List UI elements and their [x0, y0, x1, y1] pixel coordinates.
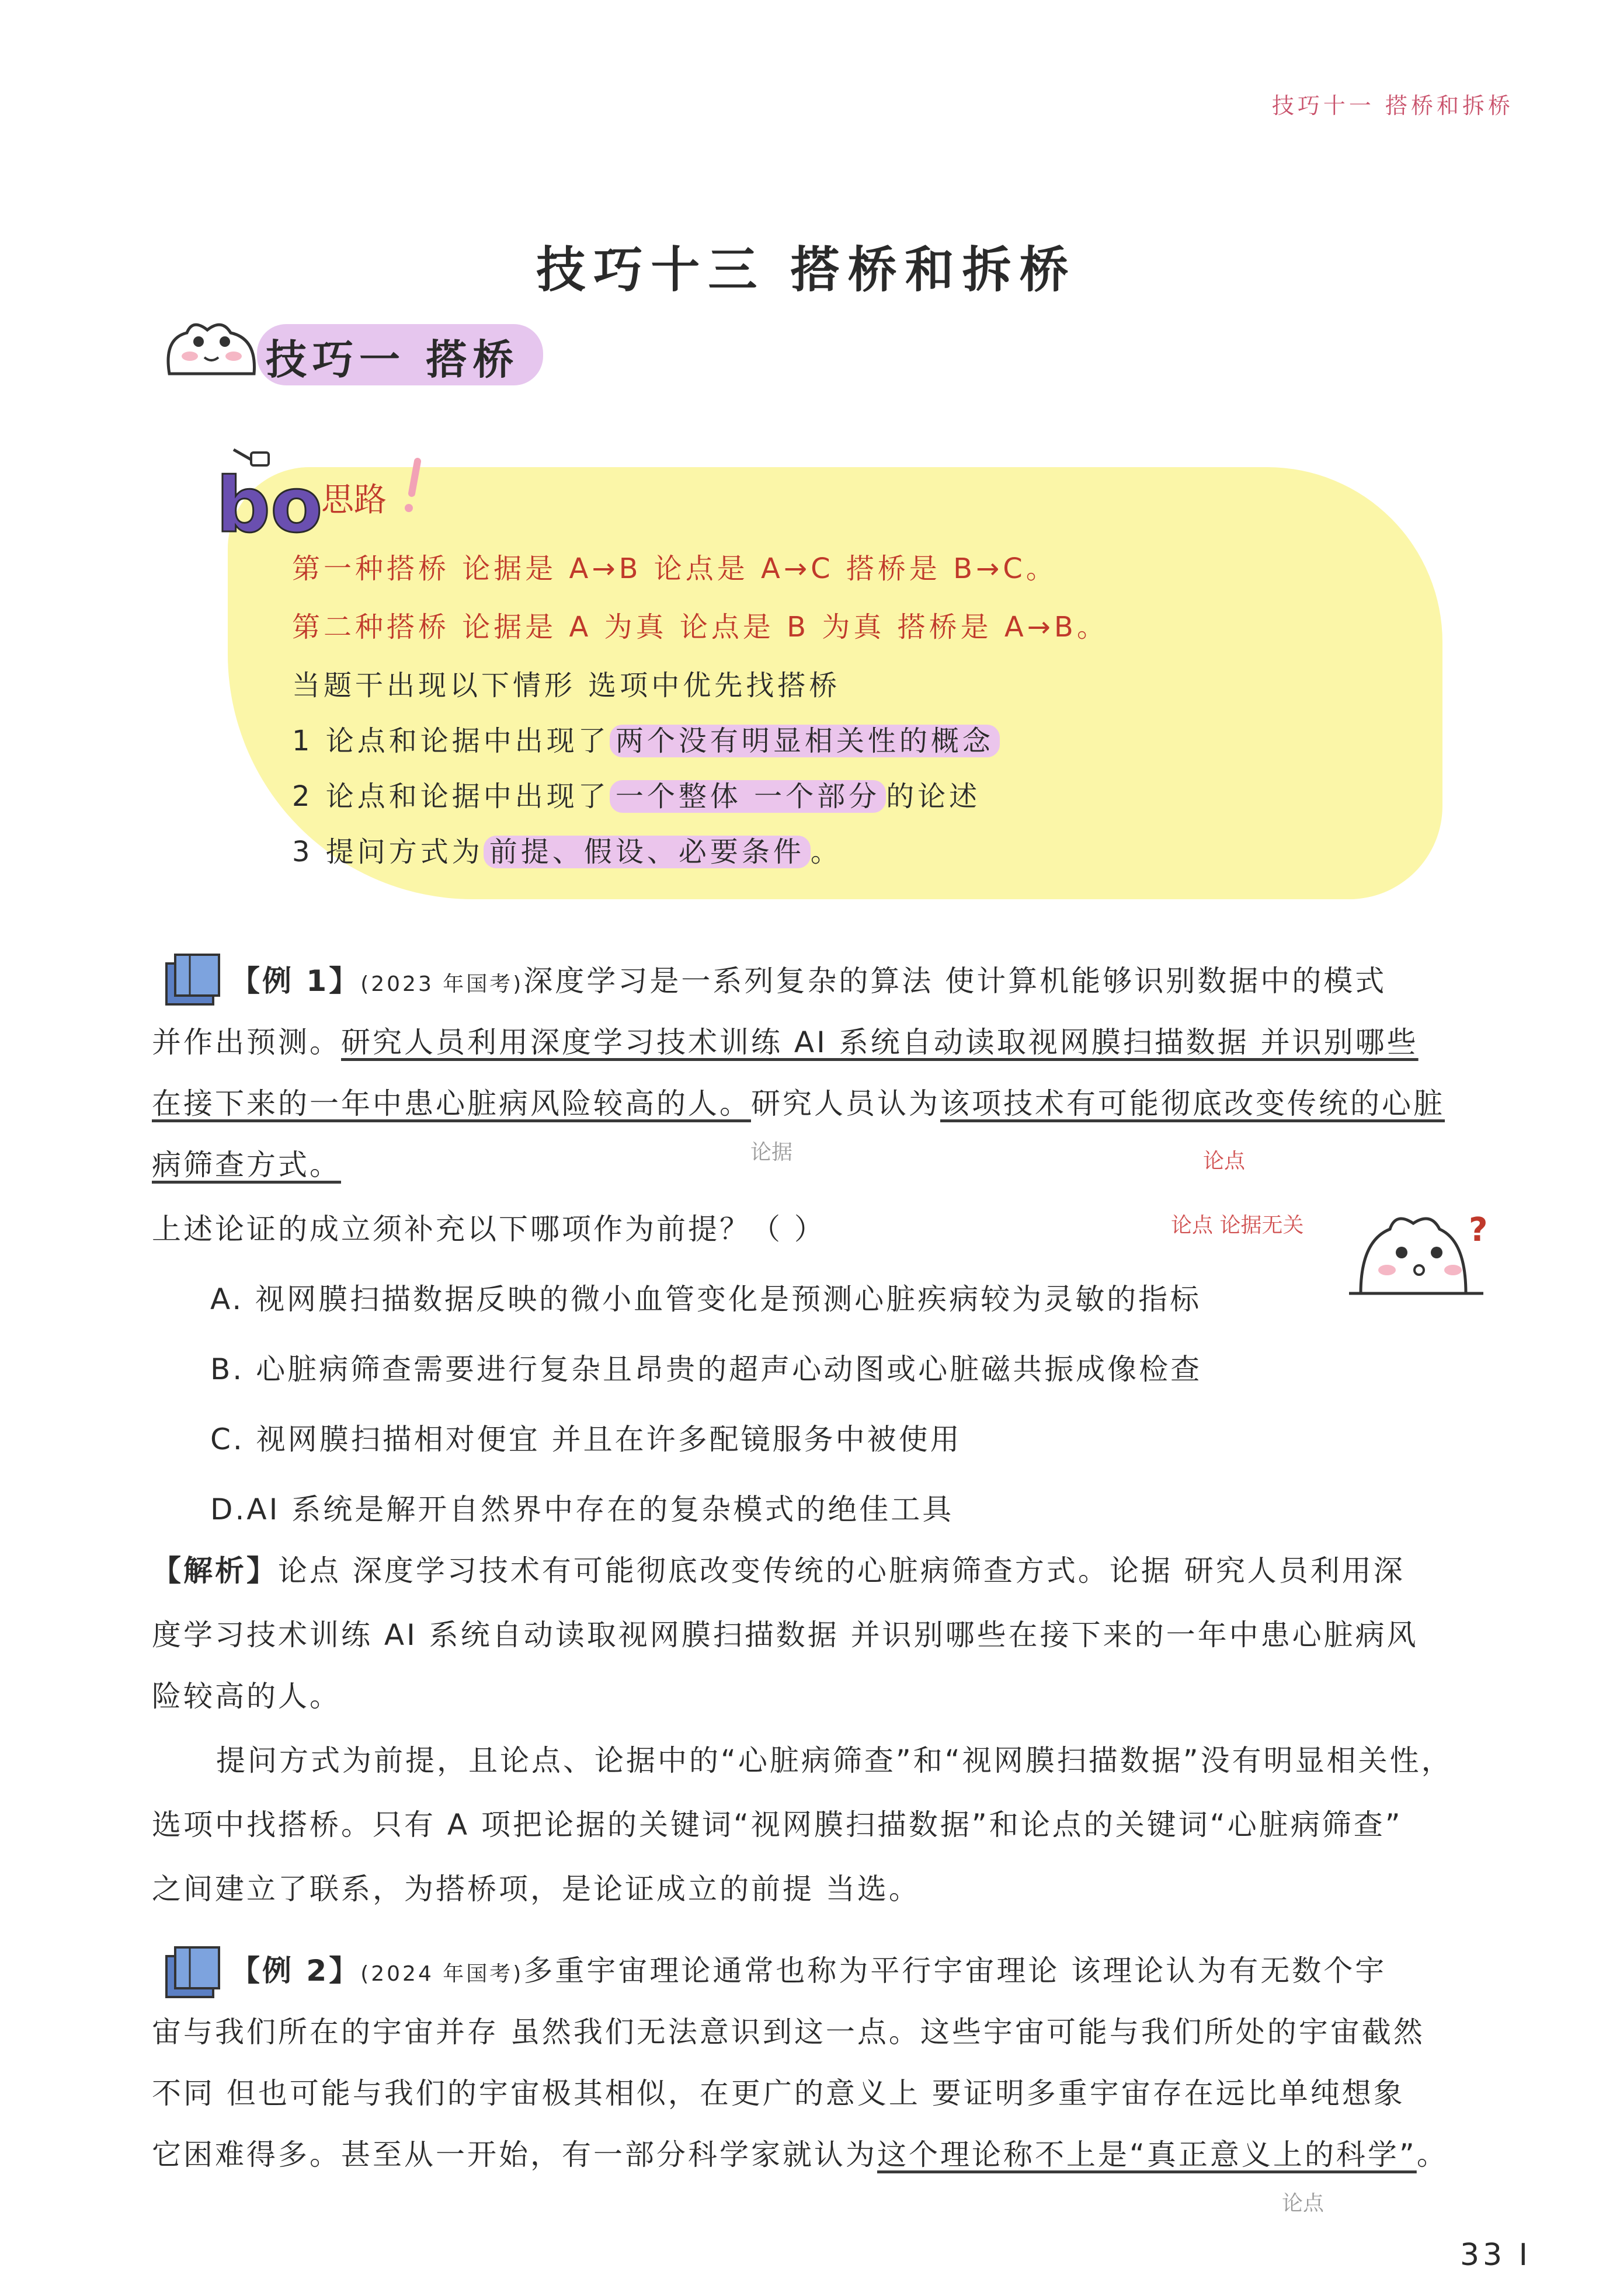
frog-icon [158, 315, 269, 385]
svg-text:bo: bo [216, 461, 323, 549]
question-line: 上述论证的成立须补充以下哪项作为前提？（ ） [152, 1212, 826, 1246]
section-heading: 技巧一 搭桥 [266, 336, 520, 384]
option-b: B. 心脏病筛查需要进行复杂且昂贵的超声心动图或心脏磁共振成像检查 [210, 1352, 1202, 1386]
example1-line-2: 并作出预测。研究人员利用深度学习技术训练 AI 系统自动读取视网膜扫描数据 并识别哪些 [152, 1025, 1419, 1059]
analysis-line-2: 度学习技术训练 AI 系统自动读取视网膜扫描数据 并识别哪些在接下来的一年中患心脏病风 [152, 1618, 1419, 1652]
analysis-line-3: 险较高的人。 [152, 1679, 341, 1713]
note-evidence: 论据 [750, 1140, 793, 1164]
page-number: 33 I [1459, 2238, 1531, 2273]
running-head: 技巧十一 搭桥和拆桥 [1271, 93, 1514, 119]
idea-line-2: 第二种搭桥 论据是 A 为真 论点是 B 为真 搭桥是 A→B。 [292, 611, 1108, 643]
svg-text:思路: 思路 [321, 481, 387, 519]
idea-logo-icon [210, 426, 438, 555]
note-point-2: 论点 [1282, 2191, 1325, 2215]
example2-line-4: 它困难得多。甚至从一开始，有一部分科学家就认为这个理论称不上是“真正意义上的科学”。 [152, 2138, 1448, 2172]
analysis-line-4: 提问方式为前提，且论点、论据中的“心脏病筛查”和“视网膜扫描数据”没有明显相关性， [216, 1744, 1453, 1777]
example1-line-1: 【例 1】(2023 年国考)深度学习是一系列复杂的算法 使计算机能够识别数据中的模式 [231, 964, 1387, 998]
option-c: C. 视网膜扫描相对便宜 并且在许多配镜服务中被使用 [210, 1422, 962, 1456]
option-a: A. 视网膜扫描数据反映的微小血管变化是预测心脏疾病较为灵敏的指标 [210, 1282, 1202, 1316]
idea-item-2: 2 论点和论据中出现了 一个整体 一个部分 的论述 [292, 780, 981, 813]
page-title: 技巧十三 搭桥和拆桥 [536, 241, 1077, 298]
option-d: D.AI 系统是解开自然界中存在的复杂模式的绝佳工具 [210, 1493, 954, 1526]
example1-line-3: 在接下来的一年中患心脏病风险较高的人。研究人员认为该项技术有可能彻底改变传统的心脏 [152, 1087, 1445, 1121]
frog-question-icon [1349, 1206, 1501, 1311]
note-unrelated: 论点 论据无关 [1171, 1213, 1304, 1237]
idea-item-3: 3 提问方式为 前提、假设、必要条件 。 [292, 836, 842, 868]
example1-line-4: 病筛查方式。 [152, 1148, 341, 1182]
example2-line-3: 不同 但也可能与我们的宇宙极其相似，在更广的意义上 要证明多重宇宙存在远比单纯想象 [152, 2076, 1405, 2110]
idea-line-3: 当题干出现以下情形 选项中优先找搭桥 [292, 669, 841, 702]
idea-item-1: 1 论点和论据中出现了 两个没有明显相关性的概念 [292, 718, 1000, 759]
svg-text:?: ? [1469, 1211, 1488, 1249]
book-icon [161, 949, 225, 1007]
analysis-line-6: 之间建立了联系，为搭桥项，是论证成立的前提 当选。 [152, 1872, 920, 1906]
book-icon [161, 1942, 225, 2000]
analysis-line-5: 选项中找搭桥。只有 A 项把论据的关键词“视网膜扫描数据”和论点的关键词“心脏病筛查” [152, 1808, 1403, 1842]
idea-line-1: 第一种搭桥 论据是 A→B 论点是 A→C 搭桥是 B→C。 [292, 552, 1058, 585]
example2-line-1: 【例 2】(2024 年国考)多重宇宙理论通常也称为平行宇宙理论 该理论认为有无数个宇 [231, 1954, 1387, 1988]
analysis-line-1: 【解析】论点 深度学习技术有可能彻底改变传统的心脏病筛查方式。论据 研究人员利用深 [152, 1554, 1405, 1588]
example2-line-2: 宙与我们所在的宇宙并存 虽然我们无法意识到这一点。这些宇宙可能与我们所处的宇宙截然 [152, 2015, 1425, 2049]
note-point: 论点 [1203, 1149, 1246, 1173]
